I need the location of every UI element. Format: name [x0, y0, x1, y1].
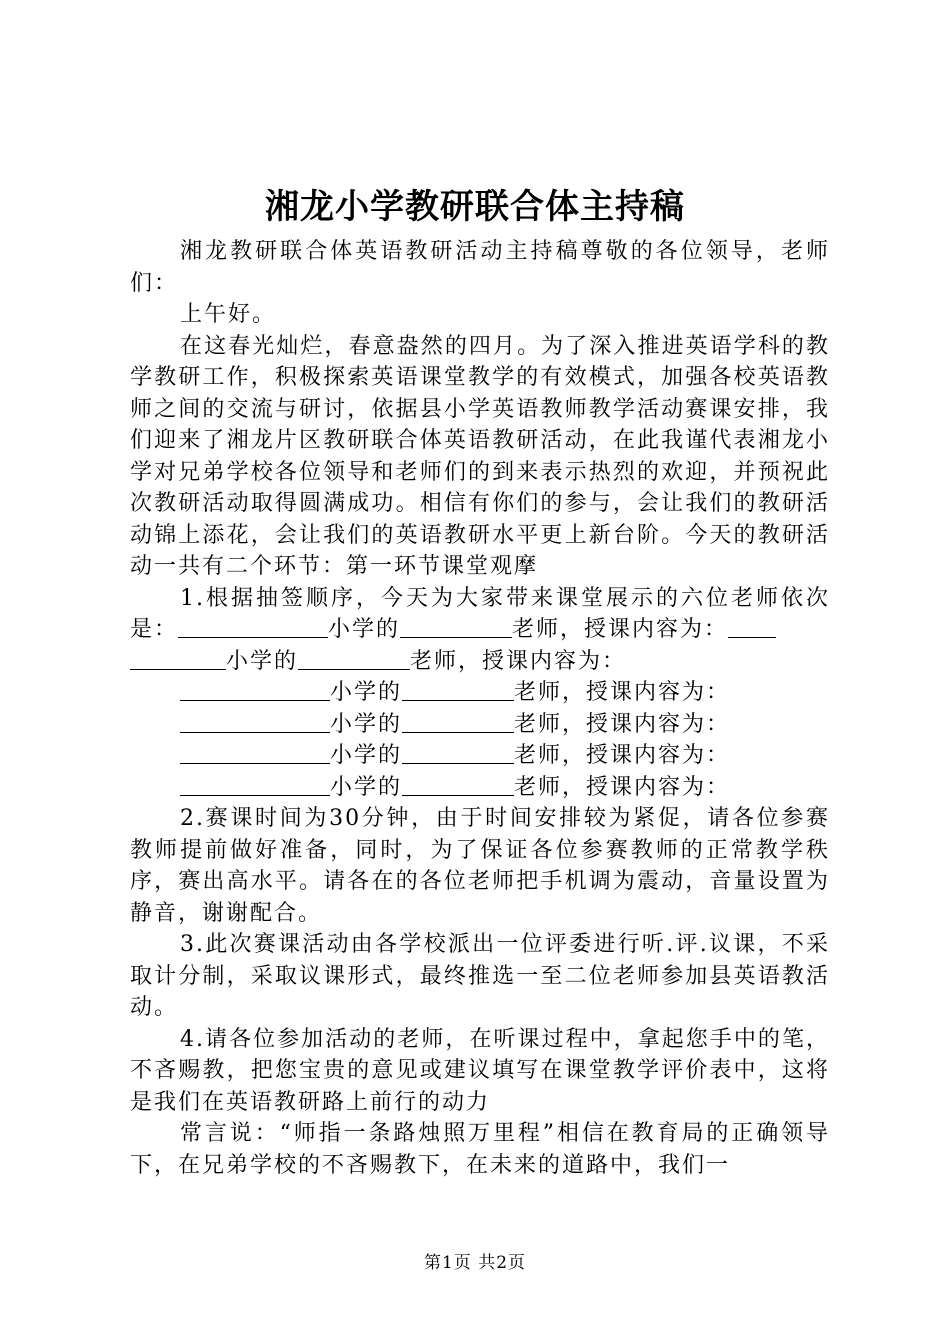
school-suffix: 小学的 [330, 711, 403, 737]
document-title: 湘龙小学教研联合体主持稿 [265, 187, 685, 227]
teacher-blank [298, 647, 410, 670]
page-footer: 第1页 共2页 [423, 1253, 527, 1273]
document-body [130, 236, 830, 1181]
content-blank [728, 615, 776, 638]
paragraph-welcome: 在这春光灿烂，春意盎然的四月。为了深入推进英语学科的教学教研工作，积极探索英语课堂教学的有效模式，加强各校英语教师之间的交流与研讨，依据县小学英语教师教学活动赛课安排，我们迎来了湘龙片区教研联合体英语教研活动，在此我谨代表湘龙小学对兄弟学校各位领导和老师们的到来表示热烈的欢迎，并预祝此次教研活动取得圆满成功。相信有你们的参与，会让我们的教研活动锦上添花，会让我们的英语教研水平更上新台阶。今天的教研活动一共有二个环节：第一环节课堂观摩 [130, 333, 830, 579]
item-4: 4.请各位参加活动的老师，在听课过程中，拿起您手中的笔，不吝赐教，把您宝贵的意见或建议填写在课堂教学评价表中，这将是我们在英语教研路上前行的动力 [130, 1026, 830, 1115]
school-suffix: 小学的 [226, 648, 299, 674]
teacher-blank [402, 741, 514, 764]
teacher-suffix: 老师，授课内容为： [512, 617, 729, 642]
teacher-blank [402, 710, 514, 733]
teacher-suffix: 老师，授课内容为： [514, 680, 731, 705]
school-suffix: 小学的 [330, 743, 403, 768]
teacher-blank [402, 773, 514, 796]
teacher-suffix: 老师，授课内容为： [514, 743, 731, 768]
item-2: 2.赛课时间为30分钟，由于时间安排较为紧促，请各位参赛教师提前做好准备，同时，为了保证各位参赛教师的正常教学秩序，赛出高水平。请各在的各位老师把手机调为震动，音量设置为静音，谢谢配合。 [130, 806, 830, 926]
school-suffix: 小学的 [328, 617, 401, 642]
teacher-blank [400, 615, 512, 638]
teacher-line [130, 772, 830, 804]
teacher-line [130, 740, 830, 772]
teacher-suffix: 老师，授课内容为： [410, 648, 627, 674]
teacher-suffix: 老师，授课内容为： [514, 711, 731, 737]
paragraph-greeting: 上午好。 [180, 302, 277, 327]
item-1-intro [130, 583, 830, 678]
item-1-text: 1.根据抽签顺序，今天为大家带来课堂展示的六位老师依次是： [130, 585, 830, 642]
school-blank [180, 678, 330, 701]
school-blank [180, 710, 330, 733]
school-blank [180, 741, 330, 764]
school-blank [178, 615, 328, 638]
teacher-line [130, 709, 830, 741]
teacher-line [130, 677, 830, 709]
teacher-suffix: 老师，授课内容为： [514, 774, 731, 800]
school-blank [180, 773, 330, 796]
item-3: 3.此次赛课活动由各学校派出一位评委进行听.评.议课，不采取计分制，采取议课形式，最终推选一至二位老师参加县英语教活动。 [130, 932, 830, 1020]
paragraph-closing: 常言说：“师指一条路烛照万里程”相信在教育局的正确领导下，在兄弟学校的不吝赐教下，在未来的道路中，我们一 [130, 1121, 830, 1178]
school-suffix: 小学的 [330, 774, 403, 800]
paragraph-intro: 湘龙教研联合体英语教研活动主持稿尊敬的各位领导，老师们： [130, 239, 830, 296]
school-blank [130, 647, 226, 670]
school-suffix: 小学的 [330, 680, 403, 705]
teacher-blank [402, 678, 514, 701]
